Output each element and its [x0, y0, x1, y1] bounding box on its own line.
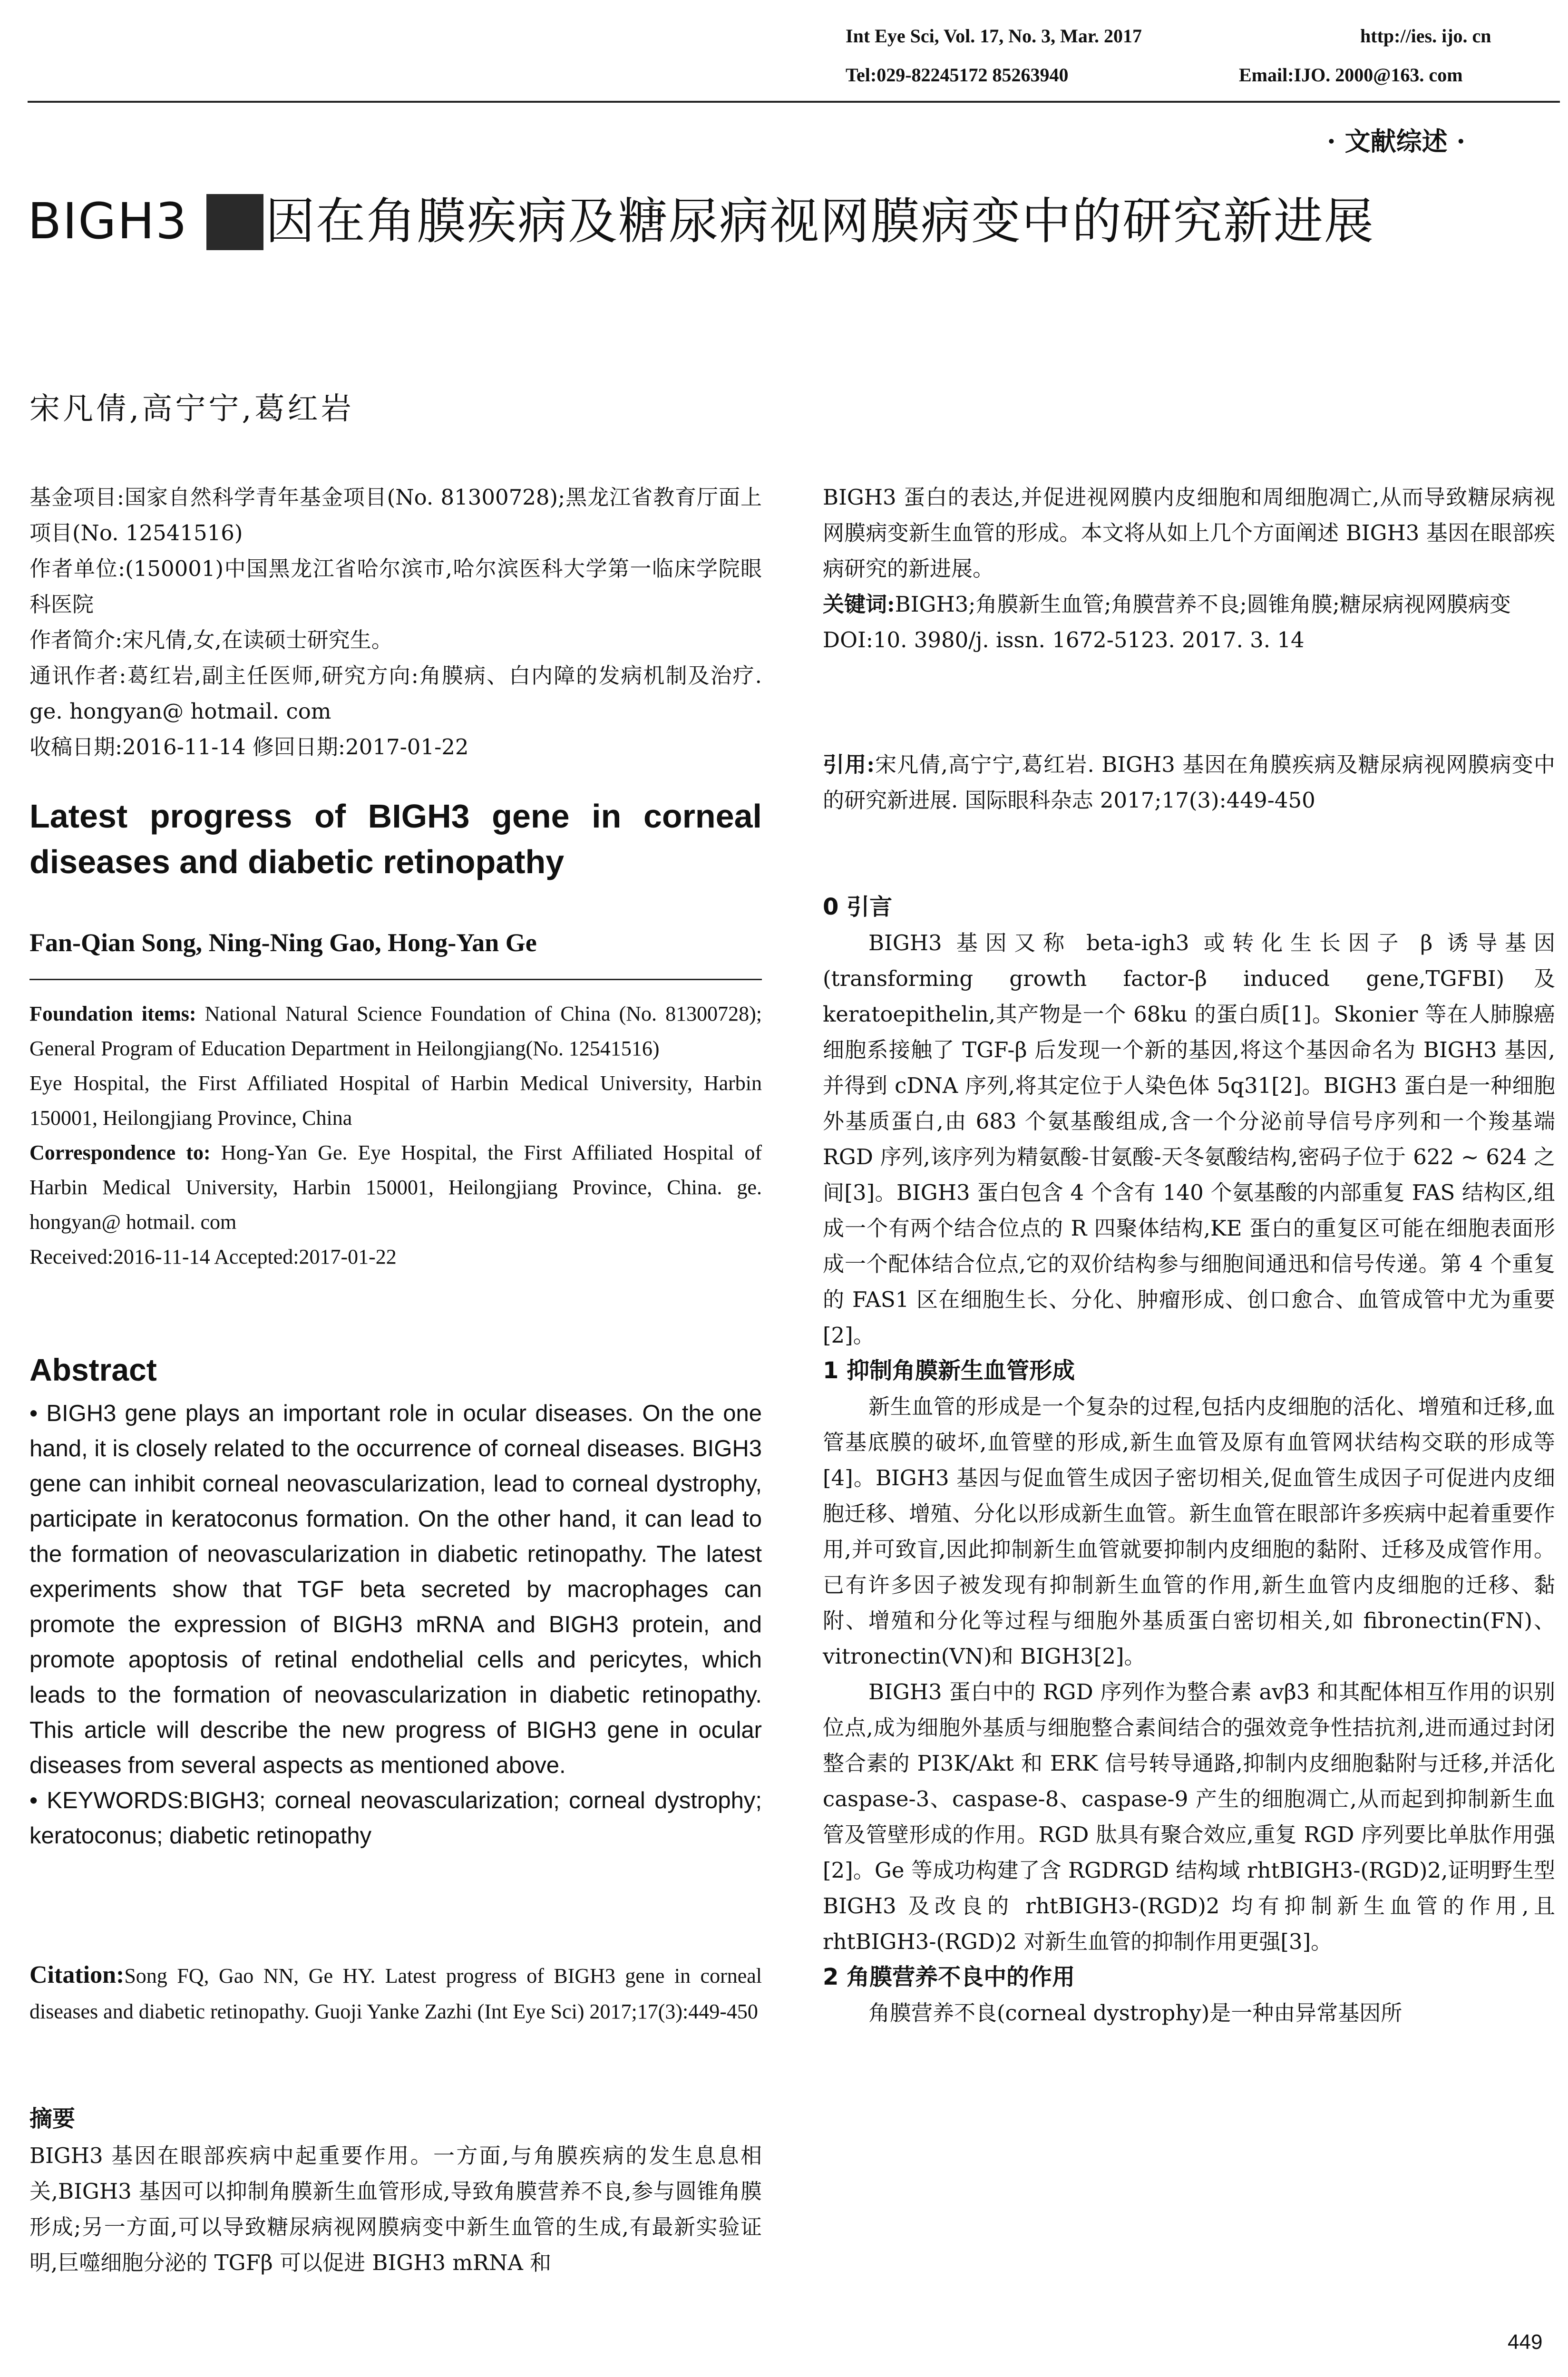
abstract-heading: Abstract	[29, 1352, 157, 1387]
title-gene-name: BIGH3	[28, 192, 188, 250]
foundation-label: Foundation items:	[29, 1002, 196, 1025]
journal-issue-line: Int Eye Sci, Vol. 17, No. 3, Mar. 2017	[846, 25, 1142, 47]
zh-abstract-continued	[823, 479, 1555, 658]
section-0-heading: 0 引言	[823, 894, 893, 920]
section-2-paragraph: 角膜营养不良(corneal dystrophy)是一种由异常基因所	[868, 2000, 1402, 2026]
correspondence-en: Hong-Yan Ge. Eye Hospital, the First Affiliated Hospital of Harbin Medical University, Harbin 150001, Heilongjiang Province, China. ge. hongyan@ hotmail. com	[29, 1141, 762, 1234]
header-rule	[28, 101, 1560, 103]
english-title: Latest progress of BIGH3 gene in corneal diseases and diabetic retinopathy	[29, 798, 762, 880]
citation-label: Citation:	[29, 1961, 125, 1988]
abstract-body: • BIGH3 gene plays an important role in ocular diseases. On the one hand, it is closely related to the occurrence of corneal diseases. BIGH3 gene can inhibit corneal neovascularization, lead to corneal dystrophy, participate in keratoconus formation. On the other hand, it can lead to the formation of neovascularization in diabetic retinopathy. The latest experiments show that TGF beta secreted by macrophages can promote the expression of BIGH3 mRNA and BIGH3 protein, and promote apoptosis of retinal endothelial cells and pericytes, which leads to the formation of neovascularization in diabetic retinopathy. This article will describe the new progress of BIGH3 gene in ocular diseases from several aspects as mentioned above.	[29, 1401, 762, 1778]
affiliation-en: Eye Hospital, the First Affiliated Hospital of Harbin Medical University, Harbin 150001, Heilongjiang Province, China	[29, 1072, 762, 1130]
zh-abstract-body-cont: BIGH3 蛋白的表达,并促进视网膜内皮细胞和周细胞凋亡,从而导致糖尿病视网膜病变新生血管的形成。本文将从如上几个方面阐述 BIGH3 基因在眼部疾病研究的新进展。	[823, 485, 1555, 581]
journal-url[interactable]: http://ies. ijo. cn	[1360, 25, 1491, 47]
correspondence-cn: 通讯作者:葛红岩,副主任医师,研究方向:角膜病、白内障的发病机制及治疗. ge. hongyan@ hotmail. com	[29, 663, 762, 724]
section-1-heading: 1 抑制角膜新生血管形成	[823, 1357, 1075, 1384]
zh-abstract-body: BIGH3 基因在眼部疾病中起重要作用。一方面,与角膜疾病的发生息息相关,BIGH3 基因可以抑制角膜新生血管形成,导致角膜营养不良,参与圆锥角膜形成;另一方面,可以导致糖尿病视网膜病变中新生血管的生成,有最新实验证明,巨噬细胞分泌的 TGFβ 可以促进 BIGH3 mRNA 和	[29, 2143, 762, 2275]
journal-tel: Tel:029-82245172 85263940	[846, 64, 1069, 86]
foundation-text: National Natural Science Foundation of China (No. 81300728); General Program of Education Department in Heilongjiang(No. 12541516)	[29, 1002, 762, 1060]
dates-cn: 收稿日期:2016-11-14 修回日期:2017-01-22	[29, 734, 469, 760]
doi[interactable]: DOI:10. 3980/j. issn. 1672-5123. 2017. 3. 14	[823, 627, 1305, 653]
cn-citation-text: 宋凡倩,高宁宁,葛红岩. BIGH3 基因在角膜疾病及糖尿病视网膜病变中的研究新进展. 国际眼科杂志 2017;17(3):449-450	[823, 752, 1555, 813]
authors-cn: 宋凡倩,高宁宁,葛红岩	[29, 391, 354, 427]
author-bio-cn: 作者简介:宋凡倩,女,在读硕士研究生。	[29, 627, 393, 653]
page-number: 449	[1508, 2330, 1543, 2354]
body-text	[823, 889, 1555, 2031]
dates-en: Received:2016-11-14 Accepted:2017-01-22	[29, 1245, 397, 1268]
abstract-en	[29, 1396, 762, 1853]
page-title	[28, 185, 1540, 257]
abstract-keywords: • KEYWORDS:BIGH3; corneal neovascularization; corneal dystrophy; keratoconus; diabetic retinopathy	[29, 1788, 762, 1849]
section-2-heading: 2 角膜营养不良中的作用	[823, 1964, 1075, 1990]
article-info-cn	[29, 479, 762, 765]
correspondence-label: Correspondence to:	[29, 1141, 211, 1164]
article-info-en	[29, 996, 762, 1274]
zh-abstract-heading: 摘要	[29, 2105, 76, 2132]
funding-cn: 基金项目:国家自然科学青年基金项目(No. 81300728);黑龙江省教育厅面上项目(No. 12541516)	[29, 485, 762, 546]
english-authors: Fan-Qian Song, Ning-Ning Gao, Hong-Yan Ge	[29, 928, 537, 957]
author-rule	[29, 979, 762, 980]
affiliation-cn: 作者单位:(150001)中国黑龙江省哈尔滨市,哈尔滨医科大学第一临床学院眼科医院	[29, 556, 762, 617]
section-1-paragraph-2: BIGH3 蛋白中的 RGD 序列作为整合素 avβ3 和其配体相互作用的识别位点,成为细胞外基质与细胞整合素间结合的强效竞争性拮抗剂,进而通过封闭整合素的 PI3K/Akt 和 ERK 信号转导通路,抑制内皮细胞黏附与迁移,并活化 caspase-3、caspase-8、caspase-9 产生的细胞凋亡,从而起到抑制新生血管及管壁形成的作用。RGD 肽具有聚合效应,重复 RGD 序列要比单肽作用强[2]。Ge 等成功构建了含 RGDRGD 结构域 rhtBIGH3-(RGD)2,证明野生型 BIGH3 及改良的 rhtBIGH3-(RGD)2 均有抑制新生血管的作用,且 rhtBIGH3-(RGD)2 对新生血管的抑制作用更强[3]。	[823, 1679, 1555, 1954]
journal-email[interactable]: Email:IJO. 2000@163. com	[1239, 64, 1463, 86]
cn-citation-label: 引用:	[823, 752, 875, 777]
section-0-paragraph: BIGH3 基因又称 beta-igh3 或转化生长因子 β 诱导基因(transforming growth factor-β induced gene,TGFBI)及 keratoepithelin,其产物是一个 68ku 的蛋白质[1]。Skonier 等在人肺腺癌细胞系接触了 TGF-β 后发现一个新的基因,将这个基因命名为 BIGH3 基因,并得到 cDNA 序列,将其定位于人染色体 5q31[2]。BIGH3 蛋白是一种细胞外基质蛋白,由 683 个氨基酸组成,含一个分泌前导信号序列和一个羧基端 RGD 序列,该序列为精氨酸-甘氨酸-天冬氨酸结构,密码子位于 622 ~ 624 之间[3]。BIGH3 蛋白包含 4 个含有 140 个氨基酸的内部重复 FAS 结构区,组成一个有两个结合位点的 R 四聚体结构,KE 蛋白的重复区可能在细胞表面形成一个配体结合位点,它的双价结构参与细胞间通迅和信号传递。第 4 个重复的 FAS1 区在细胞生长、分化、肿瘤形成、创口愈合、血管成管中尤为重要[2]。	[823, 930, 1555, 1348]
zh-keywords: BIGH3;角膜新生血管;角膜营养不良;圆锥角膜;糖尿病视网膜病变	[895, 592, 1511, 617]
citation-cn	[823, 747, 1555, 818]
section-1-paragraph-1: 新生血管的形成是一个复杂的过程,包括内皮细胞的活化、增殖和迁移,血管基底膜的破坏,血管壁的形成,新生血管及原有血管网状结构交联的形成等[4]。BIGH3 基因与促血管生成因子密切相关,促血管生成因子可促进内皮细胞迁移、增殖、分化以形成新生血管。新生血管在眼部许多疾病中起着重要作用,并可致盲,因此抑制新生血管就要抑制内皮细胞的黏附、迁移及成管作用。已有许多因子被发现有抑制新生血管的作用,新生血管内皮细胞的迁移、黏附、增殖和分化等过程与细胞外基质蛋白密切相关,如 fibronectin(FN)、vitronectin(VN)和 BIGH3[2]。	[823, 1394, 1555, 1669]
section-label: · 文献综述 ·	[1327, 126, 1466, 156]
title-blacked-out-glyph: 基	[206, 194, 263, 250]
citation-en	[29, 1957, 762, 2029]
citation-text: Song FQ, Gao NN, Ge HY. Latest progress of BIGH3 gene in corneal diseases and diabetic retinopathy. Guoji Yanke Zazhi (Int Eye Sci) 2017;17(3):449-450	[29, 1964, 762, 2023]
title-rest: 因在角膜疾病及糖尿病视网膜病变中的研究新进展	[265, 192, 1375, 250]
zh-keywords-label: 关键词:	[823, 592, 895, 617]
